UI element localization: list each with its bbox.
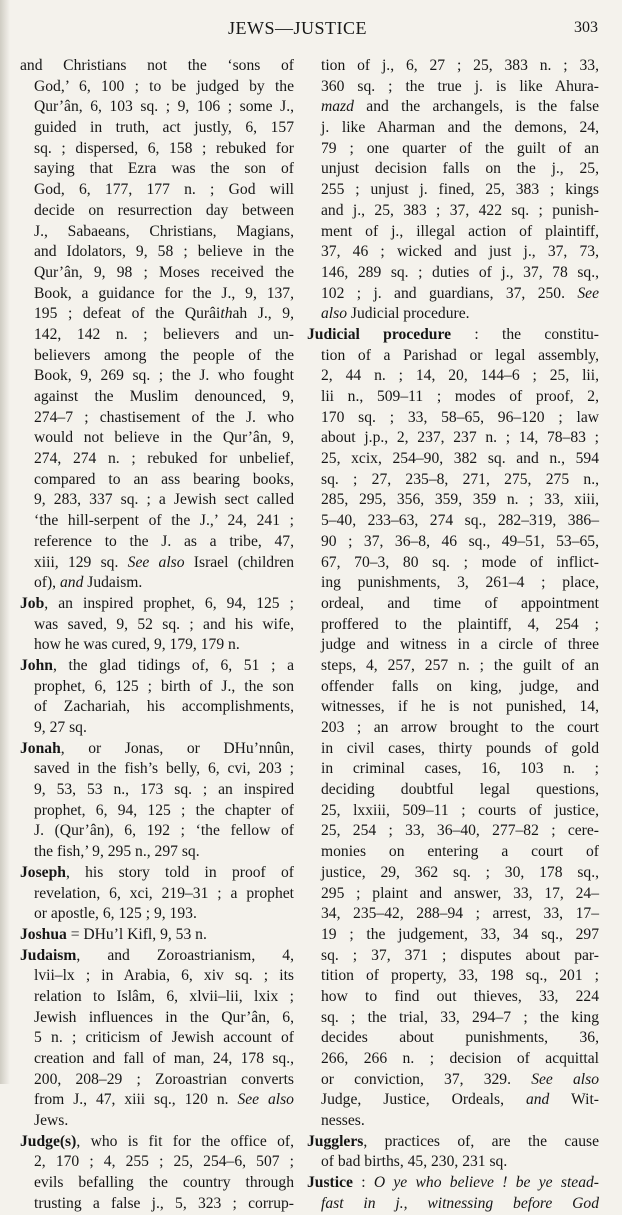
index-line [307, 428, 599, 449]
entry-headword: Judicial procedure [307, 325, 452, 343]
entry-text: ah J., 9, [232, 305, 294, 323]
index-line [307, 1028, 599, 1049]
entry-text: God, 6, 177, 177 n. ; God will [34, 181, 294, 199]
entry-text: how to find out thieves, 33, 224 [321, 987, 599, 1005]
entry-text: revelation, 6, xci, 219–31 ; a prophet [34, 884, 294, 902]
index-line [307, 904, 599, 925]
index-line [20, 594, 294, 615]
index-line [20, 842, 294, 863]
entry-text: was saved, 9, 52 sq. ; and his wife, [34, 615, 294, 633]
index-line [20, 180, 294, 201]
entry-text: God,’ 6, 100 ; to be judged by the [34, 77, 294, 95]
index-line [20, 159, 294, 180]
index-line [307, 222, 599, 243]
entry-text: from J., 47, xiii sq., 120 n. [34, 1091, 238, 1109]
entry-text: guided in truth, act justly, 6, 157 [34, 119, 294, 137]
index-line [307, 946, 599, 967]
entry-text: 274, 274 n. ; rebuked for unbelief, [34, 450, 294, 468]
entry-text: 25, lxxiii, 509–11 ; courts of justice, [321, 801, 599, 819]
entry-text: 25, 254 ; 33, 36–40, 277–82 ; cere- [321, 822, 599, 840]
entry-text: 295 ; plaint and answer, 33, 17, 24– [321, 884, 599, 902]
index-line [307, 863, 599, 884]
entry-text: ordeal, and time of appointment [321, 594, 599, 612]
index-line [20, 884, 294, 905]
index-line [20, 615, 294, 636]
italic-text: and [525, 1091, 550, 1109]
index-line [20, 718, 294, 739]
index-line [20, 532, 294, 553]
entry-text: , practices of, are the cause [363, 1132, 599, 1150]
index-line [20, 346, 294, 367]
index-line [307, 201, 599, 222]
index-line [307, 635, 599, 656]
index-line [307, 449, 599, 470]
index-line [20, 697, 294, 718]
entry-text: trusting a false j., 5, 323 ; corrup- [34, 1194, 294, 1212]
entry-text: , and Zoroastrianism, 4, [76, 946, 294, 964]
index-line [20, 863, 294, 884]
entry-text: and j., 25, 383 ; 37, 422 sq. ; punish- [321, 201, 599, 219]
entry-text: 67, 70–3, 80 sq. ; mode of inflict- [321, 553, 599, 571]
entry-text: or apostle, 6, 125 ; 9, 193. [34, 905, 197, 923]
entry-headword: Justice [307, 1174, 353, 1192]
entry-text: , the glad tidings of, 6, 51 ; a [52, 656, 294, 674]
index-line [307, 966, 599, 987]
index-line [307, 325, 599, 346]
entry-text: = DHu’l Kifl, 9, 53 n. [66, 925, 207, 943]
index-line [20, 470, 294, 491]
index-line [20, 118, 294, 139]
entry-text: judge and witness in a circle of three [321, 636, 599, 654]
index-line [20, 635, 294, 656]
entry-headword: Judge(s) [20, 1132, 77, 1150]
entry-text: compared to an ass bearing books, [34, 470, 294, 488]
index-line [20, 325, 294, 346]
entry-text: 25, xcix, 254–90, 382 sq. and n., 594 [321, 450, 599, 468]
index-line [307, 594, 599, 615]
index-line [20, 1049, 294, 1070]
index-line [307, 408, 599, 429]
page-number: 303 [574, 19, 598, 36]
index-line [20, 77, 294, 98]
entry-text: relation to Islâm, 6, xlvii–lii, lxix ; [34, 987, 294, 1005]
index-line [20, 656, 294, 677]
index-line [307, 1152, 599, 1173]
entry-text: saved in the fish’s belly, 6, cvi, 203 ; [34, 760, 294, 778]
italic-text: and [59, 574, 84, 592]
entry-text: Jewish influences in the Qur’ân, 6, [34, 1008, 294, 1026]
entry-text: Judicial procedure. [347, 305, 470, 323]
running-head-title: JEWS—JUSTICE [228, 18, 368, 38]
entry-text: witnesses, if he is not punished, 14, [321, 698, 599, 716]
index-line [307, 511, 599, 532]
entry-text: in civil cases, thirty pounds of gold [321, 739, 599, 757]
entry-text: offender falls on king, judge, and [321, 677, 599, 695]
index-line [307, 677, 599, 698]
entry-text: 266, 266 n. ; decision of acquittal [321, 1050, 599, 1067]
entry-text: 146, 289 sq. ; duties of j., 37, 78 sq., [321, 263, 599, 281]
entry-text: nesses. [321, 1112, 365, 1130]
italic-text: O ye who believe ! be ye stead- [373, 1174, 599, 1192]
entry-text: Book, a guidance for the J., 9, 137, [34, 284, 294, 302]
index-line [20, 573, 294, 594]
index-line [20, 553, 294, 574]
index-line [20, 1173, 294, 1194]
index-line [20, 387, 294, 408]
index-line [307, 1008, 599, 1029]
entry-text: decide on resurrection day between [34, 201, 294, 219]
entry-text: proffered to the plaintiff, 4, 254 ; [321, 615, 599, 633]
binding-gutter-shadow [0, 0, 10, 1084]
index-line [307, 739, 599, 760]
index-line [20, 139, 294, 160]
index-line [307, 366, 599, 387]
entry-text: prophet, 6, 94, 125 ; the chapter of [34, 801, 294, 819]
index-column-left [20, 56, 294, 1212]
index-line [307, 718, 599, 739]
index-line [20, 780, 294, 801]
entry-text: or conviction, 37, 329. [321, 1070, 532, 1088]
index-line [20, 511, 294, 532]
entry-text: , his story told in proof of [65, 863, 294, 881]
index-line [307, 1090, 599, 1111]
index-line [20, 222, 294, 243]
index-line [307, 1194, 599, 1215]
entry-text: monies on entering a court of [321, 843, 599, 861]
entry-text: 200, 208–29 ; Zoroastrian converts [34, 1070, 294, 1088]
entry-text: justice, 29, 362 sq. ; 30, 178 sq., [321, 863, 599, 881]
index-line [307, 573, 599, 594]
entry-text: saying that Ezra was the son of [34, 160, 294, 178]
entry-text: 79 ; one quarter of the guilt of an [321, 139, 599, 157]
running-head [0, 18, 622, 40]
index-line [307, 97, 599, 118]
index-line [20, 449, 294, 470]
entry-text: reference to the J. as a tribe, 47, [34, 532, 294, 550]
entry-text: about j.p., 2, 237, 237 n. ; 14, 78–83 ; [321, 429, 599, 447]
index-line [20, 1070, 294, 1091]
entry-text: 90 ; 37, 36–8, 46 sq., 49–51, 53–65, [321, 532, 599, 550]
entry-text: deciding doubtful legal questions, [321, 781, 599, 799]
index-line [20, 739, 294, 760]
index-line [20, 966, 294, 987]
index-line [307, 242, 599, 263]
entry-text: : [352, 1174, 374, 1192]
italic-text: fast in j., witnessing before God [321, 1194, 599, 1212]
index-line [307, 1173, 599, 1194]
italic-text: th [220, 305, 233, 323]
entry-text: and Christians not the ‘sons of [20, 57, 294, 74]
entry-text: 203 ; an arrow brought to the court [321, 719, 599, 736]
index-line [20, 925, 294, 946]
entry-text: 285, 295, 356, 359, 359 n. ; 33, xiii, [321, 491, 599, 509]
index-line [307, 346, 599, 367]
entry-text: sq. ; 37, 371 ; disputes about par- [321, 946, 599, 964]
entry-text: 142, 142 n. ; believers and un- [34, 325, 294, 343]
index-line [20, 242, 294, 263]
entry-text: Israel (children [184, 553, 294, 571]
entry-text: Judaism. [83, 574, 143, 592]
entry-text: 2, 170 ; 4, 255 ; 25, 254–6, 507 ; [34, 1153, 294, 1171]
index-line [20, 263, 294, 284]
italic-text: See also [237, 1091, 294, 1109]
index-line [20, 284, 294, 305]
index-line [307, 470, 599, 491]
entry-text: 5–40, 233–63, 274 sq., 282–319, 386– [321, 512, 599, 530]
entry-text: Jews. [34, 1112, 69, 1130]
entry-text: evils befalling the country through [34, 1174, 294, 1192]
entry-text: ing punishments, 3, 261–4 ; place, [321, 574, 599, 592]
index-line [307, 759, 599, 780]
index-line [307, 1111, 599, 1132]
index-line [307, 1070, 599, 1091]
entry-headword: Judaism [20, 946, 77, 964]
italic-text: See [577, 284, 599, 302]
entry-text: and the archangels, is the false [353, 98, 599, 116]
entry-text: sq. ; the trial, 33, 294–7 ; the king [321, 1008, 599, 1026]
entry-text: Book, 9, 269 sq. ; the J. who fought [34, 367, 294, 385]
entry-text: 195 ; defeat of the Qurâi [34, 305, 221, 323]
index-line [20, 759, 294, 780]
index-line [307, 553, 599, 574]
entry-text: Qur’ân, 9, 98 ; Moses received the [34, 263, 294, 281]
entry-text: the fish,’ 9, 295 n., 297 sq. [34, 843, 200, 861]
entry-text: believers among the people of the [34, 346, 294, 364]
entry-text: , an inspired prophet, 6, 94, 125 ; [44, 594, 294, 612]
index-line [20, 304, 294, 325]
entry-text: and Idolators, 9, 58 ; believe in the [34, 243, 294, 261]
entry-headword: Joseph [20, 863, 66, 881]
entry-text: unjust decision falls on the j., 25, [321, 160, 599, 178]
entry-text: how he was cured, 9, 179, 179 n. [34, 636, 240, 654]
entry-text: 170 sq. ; 33, 58–65, 96–120 ; law [321, 408, 599, 426]
index-line [20, 946, 294, 967]
index-line [307, 284, 599, 305]
index-line [307, 801, 599, 822]
entry-text: 9, 283, 337 sq. ; a Jewish sect called [34, 491, 294, 509]
entry-text: lvii–lx ; in Arabia, 6, xiv sq. ; its [34, 967, 294, 985]
index-line [20, 1152, 294, 1173]
entry-text: in criminal cases, 16, 103 n. ; [321, 760, 599, 778]
index-line [20, 490, 294, 511]
index-line [307, 159, 599, 180]
entry-text: 37, 46 ; wicked and just j., 37, 73, [321, 243, 599, 261]
index-line [307, 925, 599, 946]
entry-headword: Jugglers [307, 1132, 364, 1150]
index-line [20, 1194, 294, 1215]
entry-text: Judge, Justice, Ordeals, [321, 1091, 526, 1109]
italic-text: also [321, 305, 347, 323]
entry-text: against the Muslim denounced, 9, [34, 388, 294, 405]
entry-text: tition of property, 33, 198 sq., 201 ; [321, 967, 599, 985]
index-line [307, 697, 599, 718]
entry-text: prophet, 6, 125 ; birth of J., the son [34, 677, 294, 695]
index-line [20, 97, 294, 118]
index-line [20, 1132, 294, 1153]
index-line [20, 1111, 294, 1132]
entry-text: J., Sabaeans, Christians, Magians, [34, 222, 294, 240]
entry-text: sq. ; dispersed, 6, 158 ; rebuked for [34, 139, 294, 157]
entry-text: j. like Aharman and the demons, 24, [321, 119, 599, 137]
entry-text: ment of j., illegal action of plaintiff, [321, 222, 599, 240]
index-line [307, 387, 599, 408]
index-line [307, 821, 599, 842]
entry-text: tion of j., 6, 27 ; 25, 383 n. ; 33, [321, 57, 599, 74]
index-line [307, 118, 599, 139]
index-line [20, 366, 294, 387]
index-line [20, 428, 294, 449]
entry-text: creation and fall of man, 24, 178 sq., [34, 1050, 294, 1067]
index-line [307, 139, 599, 160]
index-line [307, 884, 599, 905]
entry-text: xiii, 129 sq. [34, 553, 128, 571]
entry-text: Qur’ân, 6, 103 sq. ; 9, 106 ; some J., [34, 98, 294, 116]
index-line [307, 780, 599, 801]
entry-text: 360 sq. ; the true j. is like Ahura- [321, 77, 599, 95]
entry-text: lii n., 509–11 ; modes of proof, 2, [321, 388, 599, 405]
entry-text: of Zachariah, his accomplishments, [34, 698, 294, 716]
index-line [20, 801, 294, 822]
entry-text: decides about punishments, 36, [321, 1029, 599, 1047]
entry-text: tion of a Parishad or legal assembly, [321, 346, 599, 364]
index-line [307, 1049, 599, 1070]
index-line [20, 1028, 294, 1049]
index-line [20, 201, 294, 222]
entry-text: 274–7 ; chastisement of the J. who [34, 408, 294, 426]
index-line [307, 263, 599, 284]
index-line [20, 821, 294, 842]
index-line [307, 304, 599, 325]
entry-text: would not believe in the Qur’ân, 9, [34, 429, 294, 447]
entry-text: J. (Qur’ân), 6, 192 ; ‘the fellow of [34, 822, 294, 840]
entry-text: 255 ; unjust j. fined, 25, 383 ; kings [321, 181, 599, 199]
entry-text: 9, 53, 53 n., 173 sq. ; an inspired [34, 781, 294, 799]
index-line [307, 77, 599, 98]
index-line [307, 1132, 599, 1153]
index-line [307, 56, 599, 77]
entry-text: sq. ; 27, 235–8, 271, 275, 275 n., [321, 470, 599, 488]
index-line [20, 1008, 294, 1029]
entry-text: , who is fit for the office of, [76, 1132, 294, 1150]
index-line [20, 677, 294, 698]
index-column-right [307, 56, 599, 1212]
index-line [20, 1090, 294, 1111]
index-line [20, 904, 294, 925]
index-line [307, 987, 599, 1008]
entry-headword: Joshua [20, 925, 67, 943]
entry-text: Wit- [549, 1091, 599, 1109]
entry-headword: Jonah [20, 739, 61, 757]
index-line [307, 615, 599, 636]
entry-text: 2, 44 n. ; 14, 20, 144–6 ; 25, lii, [321, 367, 599, 385]
entry-text: ‘the hill-serpent of the J.,’ 24, 241 ; [34, 512, 294, 530]
italic-text: mazd [321, 98, 354, 116]
index-line [307, 532, 599, 553]
entry-text: of bad births, 45, 230, 231 sq. [321, 1153, 508, 1171]
index-line [307, 490, 599, 511]
italic-text: See also [127, 553, 185, 571]
entry-headword: Job [20, 594, 45, 612]
entry-text: 5 n. ; criticism of Jewish account of [34, 1029, 294, 1047]
index-line [20, 408, 294, 429]
index-line [20, 56, 294, 77]
entry-text: : the constitu- [451, 325, 599, 343]
entry-text: , or Jonas, or DHu’nnûn, [60, 739, 294, 757]
index-line [307, 180, 599, 201]
index-line [20, 987, 294, 1008]
index-line [307, 656, 599, 677]
italic-text: See also [531, 1070, 599, 1088]
entry-headword: John [20, 656, 53, 674]
entry-text: of), [34, 574, 60, 592]
entry-text: steps, 4, 257, 257 n. ; the guilt of an [321, 656, 599, 674]
entry-text: 34, 235–42, 288–94 ; arrest, 33, 17– [321, 905, 599, 923]
entry-text: 19 ; the judgement, 33, 34 sq., 297 [321, 925, 599, 943]
entry-text: 9, 27 sq. [34, 719, 87, 736]
index-line [307, 842, 599, 863]
entry-text: 102 ; j. and guardians, 37, 250. [321, 284, 578, 302]
